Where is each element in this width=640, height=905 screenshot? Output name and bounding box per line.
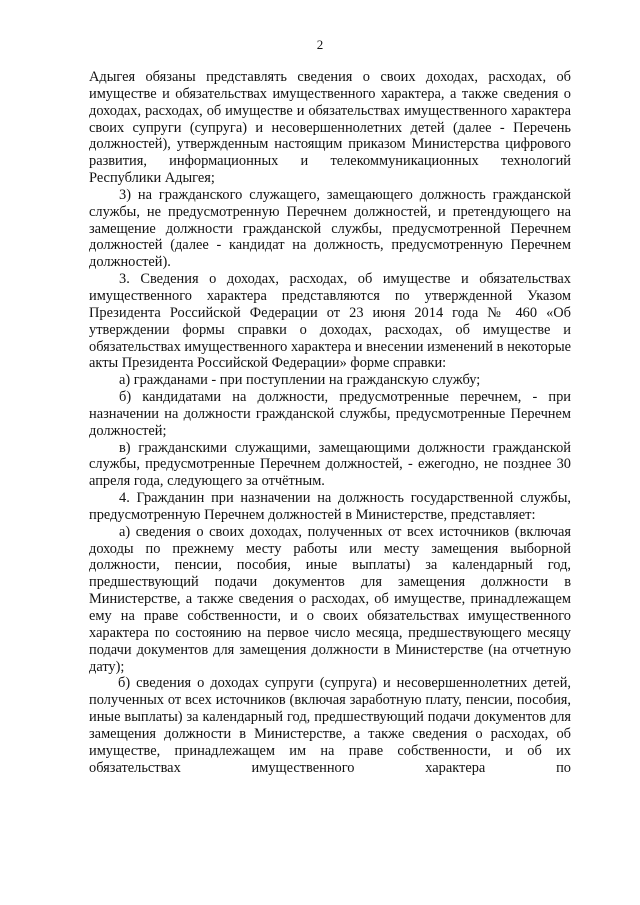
paragraph-subitem-a-own-income: а) сведения о своих доходах, полученных от всех источников (включая доходы по прежнему месту работы или месту замещения выборной должности, пенсии, пособия, иные выплаты) за календарный год, предшествующий подачи документов для замещения должности в Министерстве, а также сведения о расходах, об имуществе, принадлежащем ему на праве собственности, и о своих обязательствах имущественного характера по состоянию на первое число месяца, предшествующего месяцу подачи документов для замещения должности в Министерстве (на отчетную дату); [89, 523, 571, 675]
paragraph-4-citizen-appointment: 4. Гражданин при назначении на должность государственной службы, предусмотренную Перечнем должностей в Министерстве, представляет: [89, 490, 571, 523]
paragraph-subitem-b-family-income: б) сведения о доходах супруги (супруга) и несовершеннолетних детей, полученных от всех источников (включая заработную плату, пенсии, пособия, иные выплаты) за календарный год, предшествующий подачи документов для замещения должности в Министерстве, а также сведения о расходах, об имуществе, принадлежащем им на праве собственности, и об их обязательствах имущественного характера по [89, 675, 571, 776]
paragraph-subitem-v-servants: в) гражданскими служащими, замещающими должности гражданской службы, предусмотренные Перечнем должностей, - ежегодно, не позднее 30 апреля года, следующего за отчётным. [89, 439, 571, 490]
page-number: 2 [316, 37, 324, 52]
paragraph-item-3-candidate: 3) на гражданского служащего, замещающего должность гражданской службы, не предусмотренную Перечнем должностей, и претендующего на замещение должности гражданской службы, предусмотренной Перечнем должностей (далее - кандидат на должность, предусмотренную Перечнем должностей). [89, 186, 571, 271]
paragraph-continuation: Адыгея обязаны представлять сведения о своих доходах, расходах, об имуществе и обязательствах имущественного характера, а также сведения о доходах, расходах, об имуществе и обязательствах имущественного характера своих супруги (супруга) и несовершеннолетних детей (далее - Перечень должностей), утвержденным настоящим приказом Министерства цифрового развития, информационных и телекоммуникационных технологий Республики Адыгея; [89, 69, 571, 187]
paragraph-3-form-of-certificate: 3. Сведения о доходах, расходах, об имуществе и обязательствах имущественного характера представляются по утвержденной Указом Президента Российской Федерации от 23 июня 2014 года № 460 «Об утверждении формы справки о доходах, расходах, об имуществе и обязательствах имущественного характера и внесении изменений в некоторые акты Президента Российской Федерации» форме справки: [89, 271, 571, 372]
document-body [89, 69, 571, 776]
paragraph-subitem-b-candidates: б) кандидатами на должности, предусмотренные перечнем, - при назначении на должности гражданской службы, предусмотренные Перечнем должностей; [89, 389, 571, 439]
paragraph-subitem-a-citizens: а) гражданами - при поступлении на гражданскую службу; [119, 372, 481, 389]
